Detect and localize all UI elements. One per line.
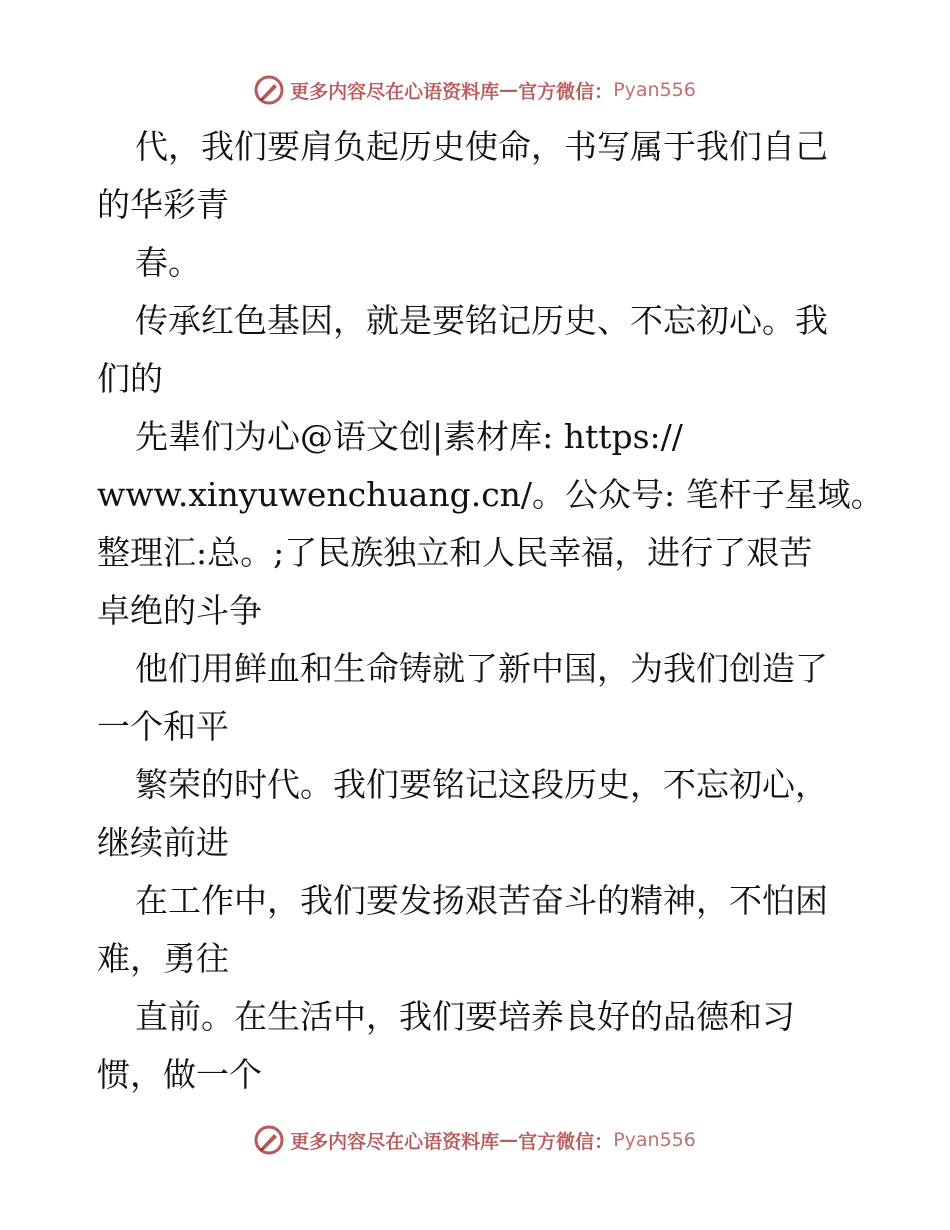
- header-dash: —: [499, 79, 519, 101]
- body-line-1: 代，我们要肩负起历史使命，书写属于我们自己: [135, 127, 828, 166]
- body-line-6: 先辈们为心@语文创|素材库: https://: [135, 417, 683, 456]
- body-line-5: 们的: [97, 359, 163, 398]
- body-line-2: 的华彩青: [97, 185, 229, 224]
- header-brand-text: 更多内容尽在心语资料库: [290, 80, 500, 103]
- body-line-12: 繁荣的时代。我们要铭记这段历史，不忘初心，: [135, 765, 828, 804]
- body-line-4: 传承红色基因，就是要铭记历史、不忘初心。我: [135, 301, 828, 340]
- footer-brand-text: 更多内容尽在心语资料库: [290, 1130, 500, 1153]
- body-line-14: 在工作中，我们要发扬艰苦奋斗的精神，不怕困: [135, 881, 828, 920]
- body-line-17: 惯，做一个: [97, 1055, 262, 1094]
- footer-wechat-id: Pyan556: [613, 1129, 696, 1151]
- pen-logo-icon: [254, 1125, 284, 1155]
- body-line-9: 卓绝的斗争: [97, 591, 262, 630]
- body-line-13: 继续前进: [97, 823, 229, 862]
- footer-watermark-banner: [0, 1120, 950, 1160]
- body-line-10: 他们用鲜血和生命铸就了新中国，为我们创造了: [135, 649, 828, 688]
- body-line-15: 难，勇往: [97, 939, 229, 978]
- body-line-11: 一个和平: [97, 707, 229, 746]
- body-line-8: 整理汇:总。;了民族独立和人民幸福，进行了艰苦: [97, 533, 813, 572]
- body-line-16: 直前。在生活中，我们要培养良好的品德和习: [135, 997, 795, 1036]
- header-wechat-label: 官方微信：: [518, 80, 614, 103]
- body-line-3: 春。: [135, 243, 201, 282]
- footer-wechat-label: 官方微信：: [518, 1130, 614, 1153]
- pen-logo-icon: [254, 75, 284, 105]
- header-wechat-id: Pyan556: [613, 79, 696, 101]
- body-line-7: www.xinyuwenchuang.cn/。公众号: 笔杆子星域。: [97, 475, 884, 514]
- header-watermark-banner: [0, 70, 950, 110]
- document-body: [97, 118, 884, 1104]
- footer-dash: —: [499, 1129, 519, 1151]
